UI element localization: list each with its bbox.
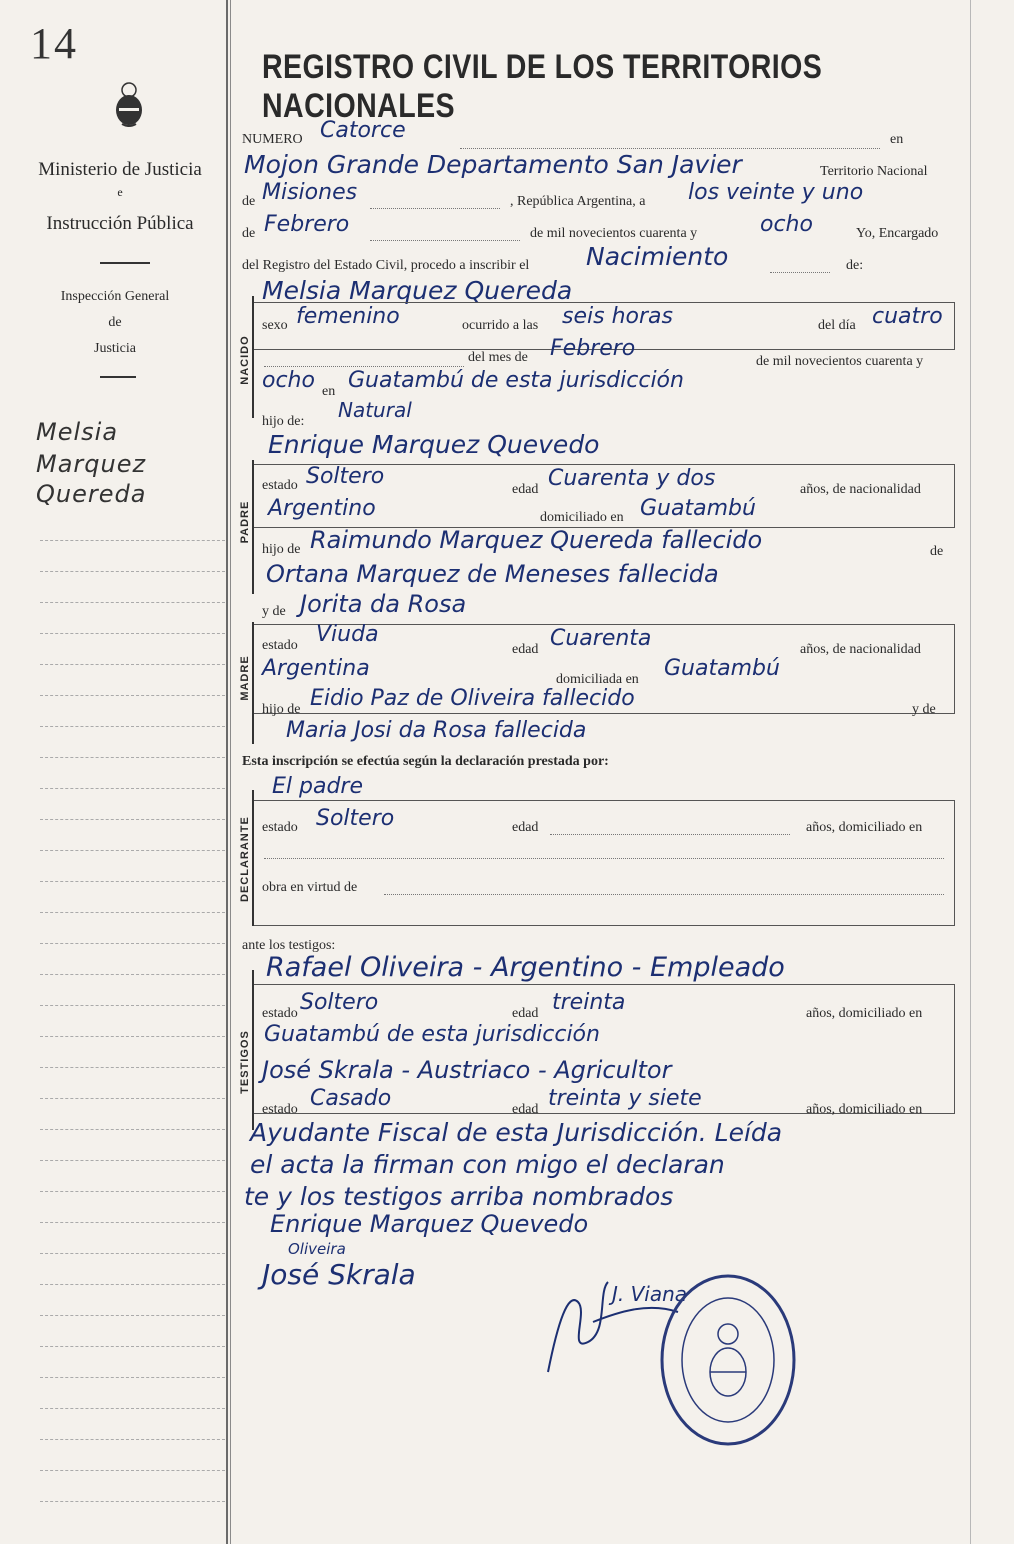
label-anios-dom-t1: años, domiciliado en: [806, 1006, 923, 1021]
dots: [770, 272, 830, 273]
label-numero: NUMERO: [242, 132, 303, 147]
dots: [264, 366, 464, 367]
margin-name-1: Melsia: [36, 418, 119, 446]
hw-testigo1-dom: Guatambú de esta jurisdicción: [264, 1022, 600, 1047]
margin-line: [40, 912, 225, 913]
official-stamp-icon: [658, 1272, 798, 1448]
hw-nombre: Melsia Marquez Quereda: [262, 276, 573, 305]
label-edad-d: edad: [512, 820, 539, 835]
margin-line: [40, 1315, 225, 1316]
label-y-de: y de: [262, 604, 286, 619]
label-anios-dom-t2: años, domiciliado en: [806, 1102, 923, 1117]
label-del-dia: del día: [818, 318, 856, 333]
hw-madre-padre: Eidio Paz de Oliveira fallecido: [310, 686, 635, 711]
label-del-registro: del Registro del Estado Civil, procedo a inscribir el: [242, 258, 530, 273]
hw-padre-edad: Cuarenta y dos: [548, 466, 716, 491]
margin-line: [40, 850, 225, 851]
hw-padre-nac: Argentino: [268, 496, 376, 521]
hw-padre-nombre: Enrique Marquez Quevedo: [268, 430, 600, 459]
margin-line: [40, 1036, 225, 1037]
ministry-line1: Ministerio de Justicia: [38, 159, 202, 180]
label-de-mil: de mil novecientos cuarenta y: [530, 226, 698, 241]
divider: [100, 376, 136, 378]
margin-name-2: Marquez: [36, 450, 147, 478]
margin-line: [40, 1470, 225, 1471]
hw-madre-nac: Argentina: [262, 656, 370, 681]
margin-line: [40, 1067, 225, 1068]
ministry-and: e: [117, 185, 123, 199]
hw-hijo-de: Natural: [338, 398, 412, 422]
hw-testigo1-estado: Soltero: [300, 990, 379, 1015]
label-obra: obra en virtud de: [262, 880, 358, 895]
national-seal-icon: [112, 80, 146, 128]
document-title: REGISTRO CIVIL DE LOS TERRITORIOS NACIONALES: [262, 48, 823, 125]
section-label-madre: MADRE: [239, 655, 251, 701]
margin-line: [40, 1129, 225, 1130]
hw-numero: Catorce: [320, 118, 406, 143]
label-de: de: [242, 226, 256, 241]
hw-firma4: J. Viana: [612, 1282, 688, 1306]
margin-line: [40, 1377, 225, 1378]
dots: [370, 208, 500, 209]
hw-padre-estado: Soltero: [306, 464, 385, 489]
label-de-p: de: [930, 544, 944, 559]
margin-line: [40, 974, 225, 975]
label-estado-m: estado: [262, 638, 298, 653]
margin-line: [40, 943, 225, 944]
label-edad-m: edad: [512, 642, 539, 657]
hw-lugar: Mojon Grande Departamento San Javier: [244, 150, 742, 179]
label-edad-t2: edad: [512, 1102, 539, 1117]
label-en-lugar: en: [322, 384, 336, 399]
hw-testigo1: Rafael Oliveira - Argentino - Empleado: [266, 952, 785, 983]
hw-madre-nombre: Jorita da Rosa: [300, 590, 467, 618]
hw-fecha-mes: Febrero: [264, 212, 350, 237]
label-de-colon: de:: [846, 258, 864, 273]
hw-padre-madre: Ortana Marquez de Meneses fallecida: [266, 560, 719, 588]
hw-testigo2-edad: treinta y siete: [548, 1086, 702, 1111]
hw-lugar-nac: Guatambú de esta jurisdicción: [348, 368, 684, 393]
label-hijo-de2: hijo de: [262, 542, 301, 557]
hw-anio-nac: ocho: [262, 368, 315, 393]
label-estado-d: estado: [262, 820, 298, 835]
hw-madre-edad: Cuarenta: [550, 626, 652, 651]
hw-fecha-dia: los veinte y uno: [688, 180, 864, 205]
label-sexo: sexo: [262, 318, 288, 333]
hw-firma1: Enrique Marquez Quevedo: [270, 1210, 589, 1238]
hw-territorio: Misiones: [262, 180, 358, 205]
label-edad: edad: [512, 482, 539, 497]
hw-acto: Nacimiento: [586, 242, 729, 271]
hw-mes: Febrero: [550, 336, 636, 361]
hw-firma2: Oliveira: [288, 1240, 346, 1258]
inspection-line2: de: [108, 315, 122, 330]
margin-line: [40, 1253, 225, 1254]
margin-line: [40, 726, 225, 727]
inspection-line3: Justicia: [94, 341, 136, 356]
hw-testigo2-estado: Casado: [310, 1086, 392, 1111]
right-rule: [970, 0, 971, 1544]
label-yo-encargado: Yo, Encargado: [856, 226, 939, 241]
hw-cierre2: el acta la firman con migo el declaran: [250, 1150, 725, 1179]
margin-line: [40, 1160, 225, 1161]
margin-line: [40, 1222, 225, 1223]
label-domiciliado: domiciliado en: [540, 510, 624, 525]
hw-hora: seis horas: [562, 304, 673, 329]
dots: [384, 894, 944, 895]
hw-anio: ocho: [760, 212, 813, 237]
label-estado-t2: estado: [262, 1102, 298, 1117]
margin-line: [40, 788, 225, 789]
label-anios-dom: años, domiciliado en: [806, 820, 923, 835]
margin-line: [40, 1501, 225, 1502]
label-hijo-de3: hijo de: [262, 702, 301, 717]
label-ante: ante los testigos:: [242, 938, 336, 953]
dots: [460, 148, 880, 149]
hw-testigo1-edad: treinta: [552, 990, 626, 1015]
ministry-line2: Instrucción Pública: [46, 213, 194, 234]
margin-line: [40, 571, 225, 572]
label-territorio: Territorio Nacional: [820, 164, 928, 179]
margin-line: [40, 881, 225, 882]
hw-madre-madre: Maria Josi da Rosa fallecida: [286, 718, 587, 743]
margin-rule-inner: [230, 0, 231, 1544]
hw-declarante-estado: Soltero: [316, 806, 395, 831]
section-label-declarante: DECLARANTE: [239, 816, 251, 902]
dots: [550, 834, 790, 835]
label-ocurrido: ocurrido a las: [462, 318, 539, 333]
dots: [370, 240, 520, 241]
margin-line: [40, 1408, 225, 1409]
margin-line: [40, 1284, 225, 1285]
margin-line: [40, 1098, 225, 1099]
hw-madre-dom: Guatambú: [664, 656, 780, 681]
hw-firma3: José Skrala: [262, 1258, 416, 1291]
label-hijo-de: hijo de:: [262, 414, 305, 429]
label-del-mes: del mes de: [468, 350, 528, 365]
label-y-de2: y de: [912, 702, 936, 717]
label-estado: estado: [262, 478, 298, 493]
hw-cierre1: Ayudante Fiscal de esta Jurisdicción. Leída: [250, 1118, 783, 1147]
divider: [100, 262, 150, 264]
margin-line: [40, 695, 225, 696]
margin-line: [40, 633, 225, 634]
dots: [264, 858, 944, 859]
margin-line: [40, 757, 225, 758]
margin-line: [40, 540, 225, 541]
hw-cierre3: te y los testigos arriba nombrados: [244, 1182, 674, 1211]
margin-line: [40, 664, 225, 665]
hw-testigo2: José Skrala - Austriaco - Agricultor: [262, 1056, 672, 1084]
label-en: en: [890, 132, 904, 147]
hw-padre-padre: Raimundo Marquez Quereda fallecido: [310, 526, 763, 554]
label-edad-t1: edad: [512, 1006, 539, 1021]
hw-madre-estado: Viuda: [316, 622, 379, 647]
margin-line: [40, 1439, 225, 1440]
label-republica: , República Argentina, a: [510, 194, 646, 209]
label-de: de: [242, 194, 256, 209]
margin-line: [40, 819, 225, 820]
margin-line: [40, 1191, 225, 1192]
section-label-nacido: NACIDO: [239, 335, 251, 385]
page-number: 14: [30, 19, 78, 68]
inspection-line1: Inspección General: [60, 289, 170, 304]
section-label-padre: PADRE: [239, 500, 251, 544]
margin-line: [40, 1346, 225, 1347]
label-estado-t1: estado: [262, 1006, 298, 1021]
hw-declarante: El padre: [272, 774, 363, 799]
hw-dia: cuatro: [872, 304, 943, 329]
margin-line: [40, 602, 225, 603]
hw-sexo: femenino: [296, 304, 400, 329]
label-de-mil2: de mil novecientos cuarenta y: [756, 354, 924, 369]
margin-name-3: Quereda: [36, 480, 147, 508]
label-anios-nac-m: años, de nacionalidad: [800, 642, 921, 657]
label-anios-nac: años, de nacionalidad: [800, 482, 921, 497]
hw-padre-dom: Guatambú: [640, 496, 756, 521]
label-domiciliada: domiciliada en: [556, 672, 639, 687]
margin-rule: [226, 0, 228, 1544]
label-inscripcion: Esta inscripción se efectúa según la declaración prestada por:: [242, 754, 609, 769]
margin-line: [40, 1005, 225, 1006]
section-label-testigos: TESTIGOS: [239, 1030, 251, 1094]
